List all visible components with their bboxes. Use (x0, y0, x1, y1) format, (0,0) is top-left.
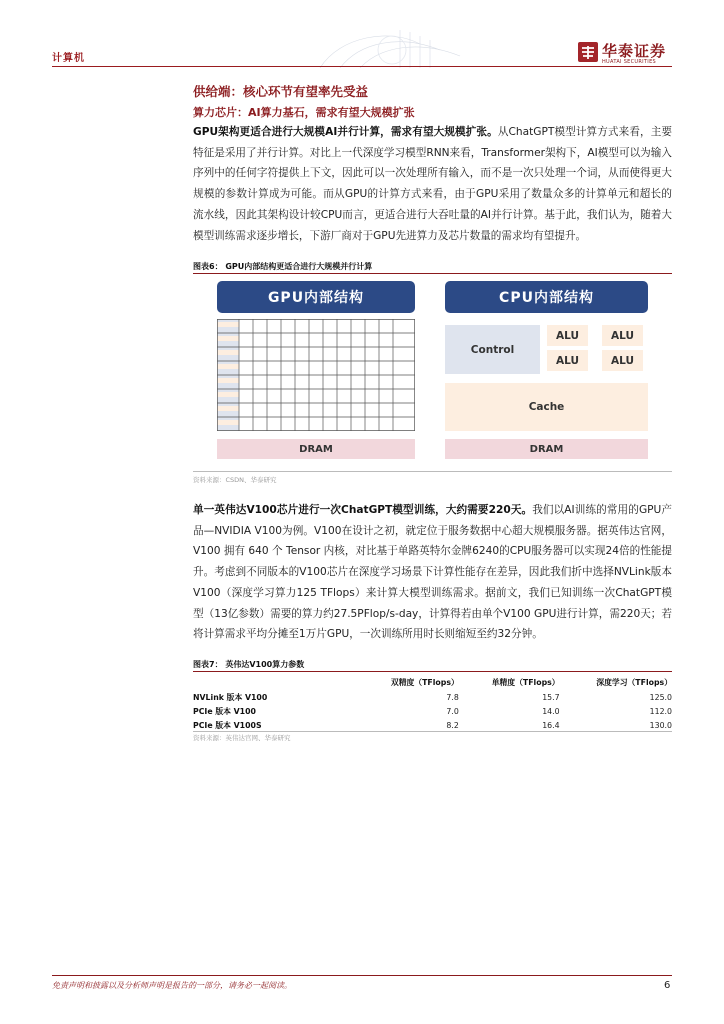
section-title: 供给端：核心环节有望率先受益 (193, 84, 369, 99)
table-cell: NVLink 版本 V100 (193, 692, 268, 702)
table-header-cell: 单精度（TFlops） (491, 677, 560, 687)
paragraph-lead: GPU架构更适合进行大规模AI并行计算，需求有望大规模扩张。 (193, 126, 498, 138)
header-divider (52, 66, 672, 67)
table-header-cell: 深度学习（TFlops） (596, 677, 672, 687)
table-cell: 8.2 (446, 720, 459, 730)
paragraph-gpu-architecture (193, 122, 672, 246)
cpu-control: Control (445, 325, 540, 374)
cpu-cache: Cache (445, 383, 648, 431)
table-cell: 125.0 (649, 692, 672, 702)
v100-spec-table (193, 674, 672, 732)
table-cell: 130.0 (649, 720, 672, 730)
header-decoration (300, 26, 500, 68)
figure7-source: 资料来源：英伟达官网、华泰研究 (193, 734, 291, 742)
table-cell: 7.8 (446, 692, 459, 702)
figure6-top-rule (193, 273, 672, 274)
gpu-core-grid (217, 319, 415, 431)
figure7-top-rule (193, 671, 672, 672)
table-row (193, 690, 672, 704)
gpu-cpu-diagram (193, 276, 672, 471)
cpu-alu-2: ALU (602, 325, 643, 346)
table-cell: PCIe 版本 V100S (193, 720, 262, 730)
table-cell: 7.0 (446, 706, 459, 716)
table-header-cell: 双精度（TFlops） (390, 677, 459, 687)
footer-disclaimer: 免责声明和披露以及分析师声明是报告的一部分，请务必一起阅读。 (52, 981, 292, 990)
huatai-logo-icon (578, 42, 598, 62)
table-cell: PCIe 版本 V100 (193, 706, 256, 716)
huatai-logo (578, 40, 674, 66)
table-row (193, 704, 672, 718)
paragraph-body: 我们以AI训练的常用的GPU产品—NVIDIA V100为例。V100在设计之初，就定位于服务数据中心超大规模服务器。据英伟达官网，V100 拥有 640 个 Tensor 内核，对比基于单路英特尔金牌6240的CPU服务器可以实现24倍的性能提升。考虑到不同版本的V100芯片在深度学习场景下计算性能存在差异，因此我们折中选择NVLink版本V100（深度学习算力125 TFlops）来计算大模型训练需求。据前文，我们已知训练一次ChatGPT模型（13亿参数）需要的算力约27.5PFlop/s-day，计算得若由单个V100 GPU进行计算，需220天；若将计算需求平均分摊至1万片GPU，一次训练所用时长则缩短至约32分钟。 (193, 504, 672, 641)
section-subtitle: 算力芯片：AI算力基石，需求有望大规模扩张 (193, 106, 415, 119)
logo-text-cn: 华泰证券 (602, 42, 667, 60)
page-number: 6 (664, 980, 671, 991)
figure6-bottom-rule (193, 471, 672, 472)
cpu-alu-1: ALU (547, 325, 588, 346)
table-header-cell (193, 674, 358, 690)
table-cell: 112.0 (649, 706, 672, 716)
footer-divider (52, 975, 672, 976)
figure6-source: 资料来源：CSDN、华泰研究 (193, 476, 277, 484)
report-category: 计算机 (52, 53, 85, 64)
cpu-dram: DRAM (445, 439, 648, 459)
gpu-dram: DRAM (217, 439, 415, 459)
paragraph-lead: 单一英伟达V100芯片进行一次ChatGPT模型训练，大约需要220天。 (193, 504, 533, 516)
figure7-bottom-rule (193, 731, 672, 732)
logo-text-en: HUATAI SECURITIES (602, 59, 656, 65)
figure6-caption: 图表6： GPU内部结构更适合进行大规模并行计算 (193, 262, 373, 271)
table-cell: 16.4 (542, 720, 560, 730)
table-cell: 15.7 (542, 692, 560, 702)
table-header-row (193, 674, 672, 690)
cpu-title: CPU内部结构 (445, 281, 648, 313)
paragraph-v100-training (193, 500, 672, 645)
cpu-alu-4: ALU (602, 350, 643, 371)
table-row (193, 718, 672, 732)
paragraph-body: 从ChatGPT模型计算方式来看，主要特征是采用了并行计算。对比上一代深度学习模型RNN来看，Transformer架构下，AI模型可以为输入序列中的任何字符提供上下文，因此可以一次处理所有输入，而不是一次只处理一个词，从而使得更大规模的参数计算成为可能。而从GPU的计算方式来看，由于GPU采用了数量众多的计算单元和超长的流水线，因此其架构设计较CPU而言，更适合进行大吞吐量的AI并行计算。基于此，我们认为，随着大模型训练需求逐步增长，下游厂商对于GPU先进算力及芯片数量的需求均有望提升。 (193, 126, 673, 242)
cpu-alu-3: ALU (547, 350, 588, 371)
gpu-title: GPU内部结构 (217, 281, 415, 313)
table-cell: 14.0 (542, 706, 560, 716)
figure7-caption: 图表7： 英伟达V100算力参数 (193, 660, 305, 669)
